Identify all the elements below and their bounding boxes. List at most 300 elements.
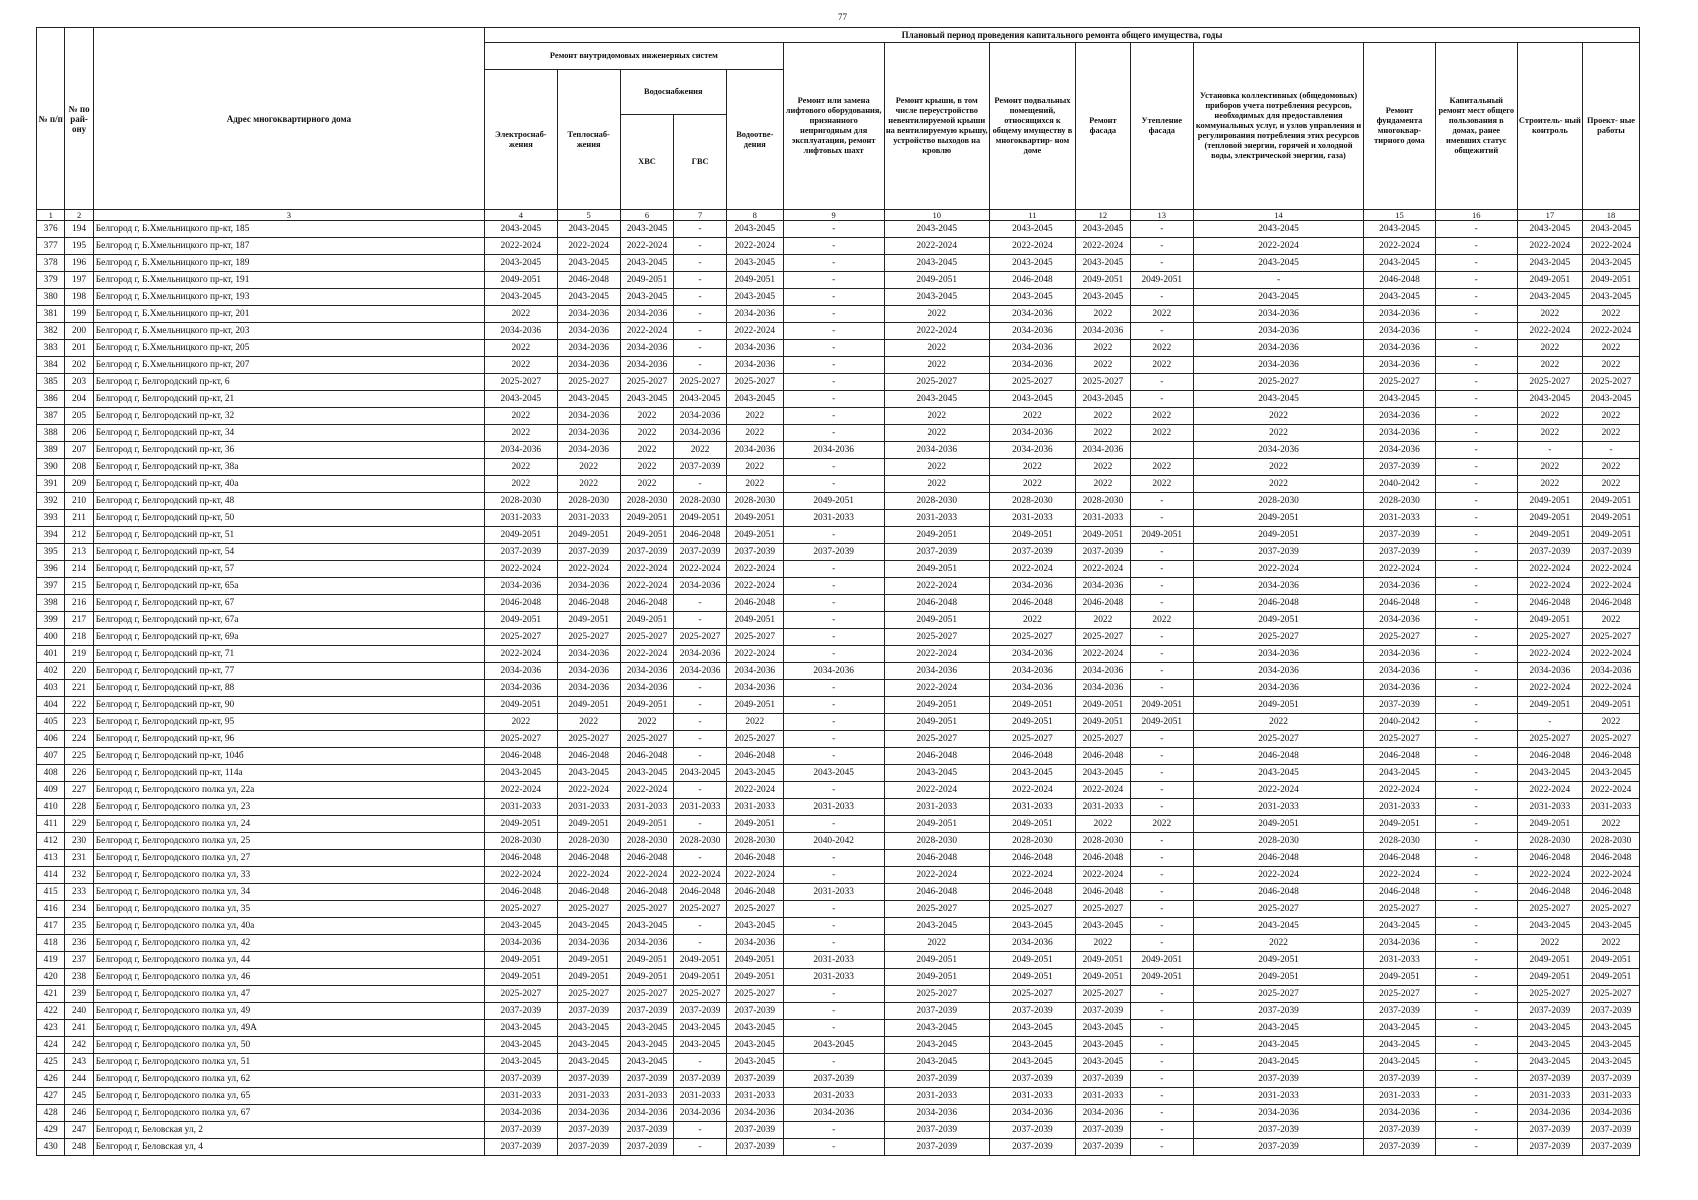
table-cell: 2043-2045	[989, 255, 1075, 272]
table-cell: 2046-2048	[557, 272, 620, 289]
table-cell: 402	[37, 663, 65, 680]
table-cell: 2034-2036	[1193, 442, 1363, 459]
table-cell: 2049-2051	[1517, 612, 1582, 629]
table-cell: 2040-2042	[1364, 476, 1436, 493]
table-cell: -	[1130, 918, 1193, 935]
address-cell: Белгород г, Белгородский пр-кт, 32	[93, 408, 484, 425]
table-cell: 2031-2033	[1076, 1088, 1131, 1105]
table-cell: 2034-2036	[674, 663, 727, 680]
table-cell: -	[1435, 476, 1517, 493]
table-cell: -	[783, 901, 884, 918]
table-cell: 2049-2051	[1076, 697, 1131, 714]
table-cell: 2049-2051	[884, 697, 989, 714]
table-cell: 2049-2051	[1364, 816, 1436, 833]
table-cell: 2049-2051	[726, 612, 783, 629]
table-cell: 2025-2027	[1193, 986, 1363, 1003]
table-cell: 2025-2027	[1582, 629, 1639, 646]
table-cell: 2025-2027	[674, 374, 727, 391]
table-cell: 2037-2039	[1076, 1139, 1131, 1156]
table-cell: 2043-2045	[485, 1020, 558, 1037]
address-cell: Белгород г, Белгородский пр-кт, 67	[93, 595, 484, 612]
table-cell: 2043-2045	[1364, 255, 1436, 272]
table-row	[37, 323, 1640, 340]
address-cell: Белгород г, Беловская ул, 4	[93, 1139, 484, 1156]
table-cell: 2037-2039	[674, 544, 727, 561]
table-cell: -	[674, 782, 727, 799]
table-cell: 2034-2036	[557, 340, 620, 357]
table-cell: 2022-2024	[1076, 646, 1131, 663]
table-cell: -	[674, 816, 727, 833]
table-cell: 2022-2024	[1582, 238, 1639, 255]
table-cell: 2028-2030	[620, 833, 674, 850]
table-cell: 2046-2048	[1364, 748, 1436, 765]
table-cell: 201	[65, 340, 93, 357]
table-cell: 2037-2039	[1582, 1071, 1639, 1088]
table-cell: -	[1435, 629, 1517, 646]
table-cell: 2043-2045	[1076, 765, 1131, 782]
table-cell: 223	[65, 714, 93, 731]
table-cell: 2049-2051	[726, 510, 783, 527]
table-cell: 2034-2036	[620, 357, 674, 374]
table-cell: 2043-2045	[884, 1020, 989, 1037]
table-cell: -	[783, 918, 884, 935]
table-cell: 2049-2051	[485, 527, 558, 544]
table-cell: -	[1435, 1122, 1517, 1139]
table-cell: -	[1517, 714, 1582, 731]
table-cell: 2034-2036	[557, 357, 620, 374]
table-cell: 2049-2051	[1130, 697, 1193, 714]
table-cell: -	[783, 425, 884, 442]
table-cell: 2025-2027	[884, 986, 989, 1003]
table-cell: 2043-2045	[1582, 289, 1639, 306]
table-row	[37, 238, 1640, 255]
table-cell: 2043-2045	[1517, 1054, 1582, 1071]
table-cell: 2034-2036	[1193, 663, 1363, 680]
header-elevator: Ремонт или замена лифтового оборудования, признанного непригодным для эксплуатации, ремонт лифтовых шахт	[783, 43, 884, 210]
table-cell: 2031-2033	[1517, 799, 1582, 816]
table-cell: 2049-2051	[1076, 969, 1131, 986]
table-cell: 202	[65, 357, 93, 374]
table-cell: -	[783, 1020, 884, 1037]
table-cell: 2049-2051	[1130, 714, 1193, 731]
table-cell: 2049-2051	[1130, 969, 1193, 986]
table-cell: 2043-2045	[557, 918, 620, 935]
table-cell: 415	[37, 884, 65, 901]
header-construction-control: Строитель- ный контроль	[1517, 43, 1582, 210]
table-cell: 2034-2036	[620, 306, 674, 323]
table-cell: 396	[37, 561, 65, 578]
table-cell: 2049-2051	[726, 697, 783, 714]
table-cell: 200	[65, 323, 93, 340]
address-cell: Белгород г, Белгородского полка ул, 51	[93, 1054, 484, 1071]
table-cell: 2037-2039	[1076, 544, 1131, 561]
table-cell: 2037-2039	[884, 1003, 989, 1020]
table-row	[37, 629, 1640, 646]
table-cell: 2037-2039	[620, 1003, 674, 1020]
table-cell: 2022	[620, 425, 674, 442]
table-cell: 2031-2033	[557, 799, 620, 816]
table-cell: 2040-2042	[1364, 714, 1436, 731]
table-cell: 2031-2033	[1364, 510, 1436, 527]
table-cell: 2049-2051	[557, 952, 620, 969]
table-cell: 401	[37, 646, 65, 663]
table-cell: 2025-2027	[1582, 374, 1639, 391]
table-cell: 421	[37, 986, 65, 1003]
table-cell: 2043-2045	[1517, 391, 1582, 408]
table-cell: 2046-2048	[884, 595, 989, 612]
table-cell: 2046-2048	[1582, 884, 1639, 901]
table-cell: 2022-2024	[620, 323, 674, 340]
table-cell: -	[1435, 765, 1517, 782]
table-cell: 2022	[674, 442, 727, 459]
table-cell: 2034-2036	[485, 442, 558, 459]
table-cell: 2031-2033	[485, 510, 558, 527]
table-cell: 2043-2045	[674, 765, 727, 782]
table-cell: 410	[37, 799, 65, 816]
table-cell: 2043-2045	[1076, 391, 1131, 408]
table-cell: 2034-2036	[1364, 680, 1436, 697]
table-cell: 2022	[1517, 340, 1582, 357]
table-cell: 2025-2027	[884, 374, 989, 391]
table-cell: 2049-2051	[726, 272, 783, 289]
table-cell: 2022-2024	[1517, 578, 1582, 595]
table-cell: 2043-2045	[1193, 1020, 1363, 1037]
table-cell: 2022	[1130, 306, 1193, 323]
table-cell: -	[783, 391, 884, 408]
table-cell: -	[1130, 663, 1193, 680]
address-cell: Белгород г, Б.Хмельницкого пр-кт, 205	[93, 340, 484, 357]
table-cell: 388	[37, 425, 65, 442]
table-cell: 2025-2027	[1364, 901, 1436, 918]
address-cell: Белгород г, Белгородского полка ул, 23	[93, 799, 484, 816]
table-cell: 424	[37, 1037, 65, 1054]
table-cell: 2043-2045	[1582, 1020, 1639, 1037]
table-cell: 426	[37, 1071, 65, 1088]
table-cell: 2028-2030	[1076, 833, 1131, 850]
table-cell: 2043-2045	[884, 391, 989, 408]
address-cell: Белгород г, Белгородский пр-кт, 67а	[93, 612, 484, 629]
table-cell: 2043-2045	[884, 918, 989, 935]
table-cell: 2034-2036	[1364, 408, 1436, 425]
table-cell: -	[783, 476, 884, 493]
table-cell: 2037-2039	[485, 1003, 558, 1020]
table-cell: 2022	[1130, 816, 1193, 833]
table-cell: 2043-2045	[989, 1020, 1075, 1037]
address-cell: Белгород г, Белгородского полка ул, 35	[93, 901, 484, 918]
table-row	[37, 867, 1640, 884]
table-cell: 2022	[1076, 476, 1131, 493]
table-cell: -	[1130, 986, 1193, 1003]
table-cell: -	[674, 935, 727, 952]
table-cell: 2022-2024	[485, 238, 558, 255]
address-cell: Белгород г, Белгородского полка ул, 44	[93, 952, 484, 969]
table-cell: 2025-2027	[1517, 629, 1582, 646]
table-cell: 2022-2024	[989, 782, 1075, 799]
table-cell: 2037-2039	[1582, 1122, 1639, 1139]
table-cell: 2037-2039	[1193, 1003, 1363, 1020]
table-cell: 2022	[1076, 340, 1131, 357]
table-row	[37, 748, 1640, 765]
table-cell: 2049-2051	[1130, 272, 1193, 289]
table-cell: 2031-2033	[557, 1088, 620, 1105]
table-cell: 2022	[1582, 357, 1639, 374]
table-cell: -	[1435, 323, 1517, 340]
table-cell: 216	[65, 595, 93, 612]
table-cell: 2034-2036	[1364, 425, 1436, 442]
table-cell: 199	[65, 306, 93, 323]
table-cell: -	[1435, 748, 1517, 765]
table-cell: -	[783, 238, 884, 255]
table-cell: 2025-2027	[485, 986, 558, 1003]
table-cell: 2022	[1193, 408, 1363, 425]
table-cell: 2037-2039	[884, 1071, 989, 1088]
table-cell: 2028-2030	[726, 833, 783, 850]
table-cell: 2037-2039	[557, 1003, 620, 1020]
header-sewage: Водоотве- дения	[726, 70, 783, 210]
table-cell: 2043-2045	[726, 391, 783, 408]
table-cell: 381	[37, 306, 65, 323]
table-cell: 2049-2051	[1076, 952, 1131, 969]
table-cell: -	[783, 408, 884, 425]
table-cell: 2034-2036	[726, 935, 783, 952]
header-engineering-systems: Ремонт внутридомовых инженерных систем	[485, 43, 784, 70]
table-cell: 2037-2039	[1364, 697, 1436, 714]
table-cell: -	[1130, 1054, 1193, 1071]
table-cell: 2022	[1130, 476, 1193, 493]
table-cell: 2049-2051	[1517, 952, 1582, 969]
table-cell: 2022-2024	[1193, 238, 1363, 255]
table-cell: 2049-2051	[1193, 816, 1363, 833]
table-row	[37, 969, 1640, 986]
table-cell: -	[783, 731, 884, 748]
table-row	[37, 697, 1640, 714]
table-cell: -	[1130, 1071, 1193, 1088]
table-cell: 2022	[726, 476, 783, 493]
table-cell: 383	[37, 340, 65, 357]
table-cell: 2043-2045	[674, 391, 727, 408]
table-cell: 2049-2051	[884, 816, 989, 833]
table-cell: -	[1130, 374, 1193, 391]
table-cell: 2043-2045	[726, 1020, 783, 1037]
table-cell: 2046-2048	[620, 850, 674, 867]
table-cell: -	[783, 697, 884, 714]
table-cell: 2022	[485, 340, 558, 357]
table-cell: -	[783, 306, 884, 323]
table-cell: 2022-2024	[1364, 561, 1436, 578]
table-cell: -	[674, 289, 727, 306]
address-cell: Белгород г, Белгородский пр-кт, 36	[93, 442, 484, 459]
table-cell: 2031-2033	[1582, 1088, 1639, 1105]
table-cell: 2022-2024	[726, 323, 783, 340]
table-cell: 2031-2033	[485, 799, 558, 816]
table-cell: 2049-2051	[989, 527, 1075, 544]
table-cell: 2049-2051	[1582, 493, 1639, 510]
table-cell: 2022	[1193, 935, 1363, 952]
table-cell: 2034-2036	[726, 442, 783, 459]
table-cell: 2034-2036	[1517, 663, 1582, 680]
table-cell: -	[674, 612, 727, 629]
table-cell: 2034-2036	[989, 578, 1075, 595]
table-cell: 2034-2036	[485, 680, 558, 697]
table-cell: 198	[65, 289, 93, 306]
table-cell: 2049-2051	[485, 697, 558, 714]
table-cell: 2043-2045	[620, 1054, 674, 1071]
column-number: 12	[1076, 210, 1131, 221]
table-cell: 217	[65, 612, 93, 629]
table-cell: -	[1130, 731, 1193, 748]
table-cell: 2046-2048	[726, 595, 783, 612]
table-cell: 2022	[884, 425, 989, 442]
address-cell: Белгород г, Белгородский пр-кт, 50	[93, 510, 484, 527]
table-cell: -	[783, 289, 884, 306]
column-number: 3	[93, 210, 484, 221]
table-cell: 2022-2024	[1582, 323, 1639, 340]
table-cell: 2022-2024	[1517, 782, 1582, 799]
table-cell: -	[1435, 357, 1517, 374]
table-cell: 2034-2036	[989, 1105, 1075, 1122]
table-cell: 2031-2033	[989, 1088, 1075, 1105]
table-cell: 2022	[557, 714, 620, 731]
table-cell: 2028-2030	[1076, 493, 1131, 510]
table-cell: -	[1435, 1088, 1517, 1105]
table-cell: 2034-2036	[557, 663, 620, 680]
table-cell: -	[1130, 850, 1193, 867]
table-cell: 2022-2024	[1364, 238, 1436, 255]
address-cell: Белгород г, Белгородского полка ул, 40а	[93, 918, 484, 935]
table-cell: -	[1130, 935, 1193, 952]
table-cell: 2034-2036	[1193, 357, 1363, 374]
table-cell: 2022	[1076, 425, 1131, 442]
table-cell: -	[1435, 1003, 1517, 1020]
header-district-number: № по рай- ону	[65, 28, 93, 210]
table-cell: 2022	[1130, 425, 1193, 442]
table-cell: -	[1130, 833, 1193, 850]
table-cell: 2049-2051	[485, 816, 558, 833]
table-cell: -	[1435, 850, 1517, 867]
table-cell: 231	[65, 850, 93, 867]
table-cell: 2022	[557, 476, 620, 493]
address-cell: Белгород г, Белгородский пр-кт, 114а	[93, 765, 484, 782]
table-cell: 2022	[1193, 425, 1363, 442]
table-cell: 2034-2036	[783, 1105, 884, 1122]
table-cell: 2046-2048	[884, 850, 989, 867]
table-cell: 2034-2036	[557, 578, 620, 595]
table-cell: 395	[37, 544, 65, 561]
table-cell: 2028-2030	[989, 493, 1075, 510]
page-number: 77	[838, 12, 847, 22]
table-cell: 380	[37, 289, 65, 306]
address-cell: Белгород г, Белгородского полка ул, 33	[93, 867, 484, 884]
table-row	[37, 476, 1640, 493]
address-cell: Белгород г, Б.Хмельницкого пр-кт, 185	[93, 221, 484, 238]
table-cell: -	[783, 578, 884, 595]
table-cell: 2034-2036	[989, 663, 1075, 680]
table-cell: 389	[37, 442, 65, 459]
table-cell: 2022	[1076, 408, 1131, 425]
table-cell: 2028-2030	[1364, 833, 1436, 850]
table-cell: 2034-2036	[726, 340, 783, 357]
table-cell: 2022	[989, 459, 1075, 476]
table-cell: -	[1435, 408, 1517, 425]
header-facade: Ремонт фасада	[1076, 43, 1131, 210]
table-cell: 2046-2048	[1076, 748, 1131, 765]
table-cell: 2049-2051	[726, 816, 783, 833]
table-cell: 376	[37, 221, 65, 238]
table-cell: 2028-2030	[674, 493, 727, 510]
table-cell: 2049-2051	[783, 493, 884, 510]
table-cell: -	[1130, 867, 1193, 884]
address-cell: Белгород г, Белгородский пр-кт, 38а	[93, 459, 484, 476]
table-cell: 2034-2036	[485, 578, 558, 595]
table-cell: -	[674, 272, 727, 289]
table-cell: 2022	[726, 459, 783, 476]
table-cell: 2022	[1130, 612, 1193, 629]
table-cell: 2037-2039	[1364, 1003, 1436, 1020]
table-cell: 2025-2027	[674, 986, 727, 1003]
table-cell: -	[674, 340, 727, 357]
table-cell: 230	[65, 833, 93, 850]
table-cell: 2049-2051	[485, 272, 558, 289]
table-cell: 2034-2036	[884, 663, 989, 680]
table-cell: 2025-2027	[726, 374, 783, 391]
table-cell: 2034-2036	[1193, 1105, 1363, 1122]
address-cell: Белгород г, Белгородский пр-кт, 104б	[93, 748, 484, 765]
table-cell: -	[1130, 884, 1193, 901]
table-cell: 2022	[557, 459, 620, 476]
table-cell: 2034-2036	[1364, 357, 1436, 374]
table-cell: 2022	[1582, 612, 1639, 629]
table-cell: 2034-2036	[989, 646, 1075, 663]
address-cell: Белгород г, Белгородский пр-кт, 69а	[93, 629, 484, 646]
table-cell: 2025-2027	[557, 731, 620, 748]
table-cell: 377	[37, 238, 65, 255]
table-cell: 244	[65, 1071, 93, 1088]
table-cell: -	[783, 986, 884, 1003]
table-row	[37, 731, 1640, 748]
address-cell: Белгород г, Б.Хмельницкого пр-кт, 203	[93, 323, 484, 340]
table-cell: 2043-2045	[1364, 289, 1436, 306]
table-cell: 2028-2030	[557, 833, 620, 850]
table-row	[37, 850, 1640, 867]
table-row	[37, 816, 1640, 833]
table-cell: 2043-2045	[726, 918, 783, 935]
table-cell: 2025-2027	[884, 731, 989, 748]
table-cell: -	[1435, 646, 1517, 663]
table-cell: 2049-2051	[557, 612, 620, 629]
table-cell: 2034-2036	[674, 408, 727, 425]
table-cell: 2046-2048	[1364, 272, 1436, 289]
table-cell: -	[783, 374, 884, 391]
table-cell: 2022	[485, 425, 558, 442]
table-cell: 2046-2048	[485, 850, 558, 867]
table-cell: 2043-2045	[1517, 918, 1582, 935]
table-cell: 386	[37, 391, 65, 408]
table-cell: -	[783, 595, 884, 612]
table-cell: 2043-2045	[1517, 1037, 1582, 1054]
table-cell: 2022-2024	[1076, 867, 1131, 884]
table-cell: 2043-2045	[620, 1020, 674, 1037]
table-cell: -	[783, 1003, 884, 1020]
table-cell: 2025-2027	[557, 374, 620, 391]
table-cell: 2022	[726, 408, 783, 425]
table-cell: -	[1435, 374, 1517, 391]
table-cell: -	[1435, 935, 1517, 952]
table-cell: 2043-2045	[620, 918, 674, 935]
table-cell: 384	[37, 357, 65, 374]
table-cell: 2031-2033	[1364, 1088, 1436, 1105]
table-cell: 209	[65, 476, 93, 493]
table-cell: 2034-2036	[1364, 663, 1436, 680]
